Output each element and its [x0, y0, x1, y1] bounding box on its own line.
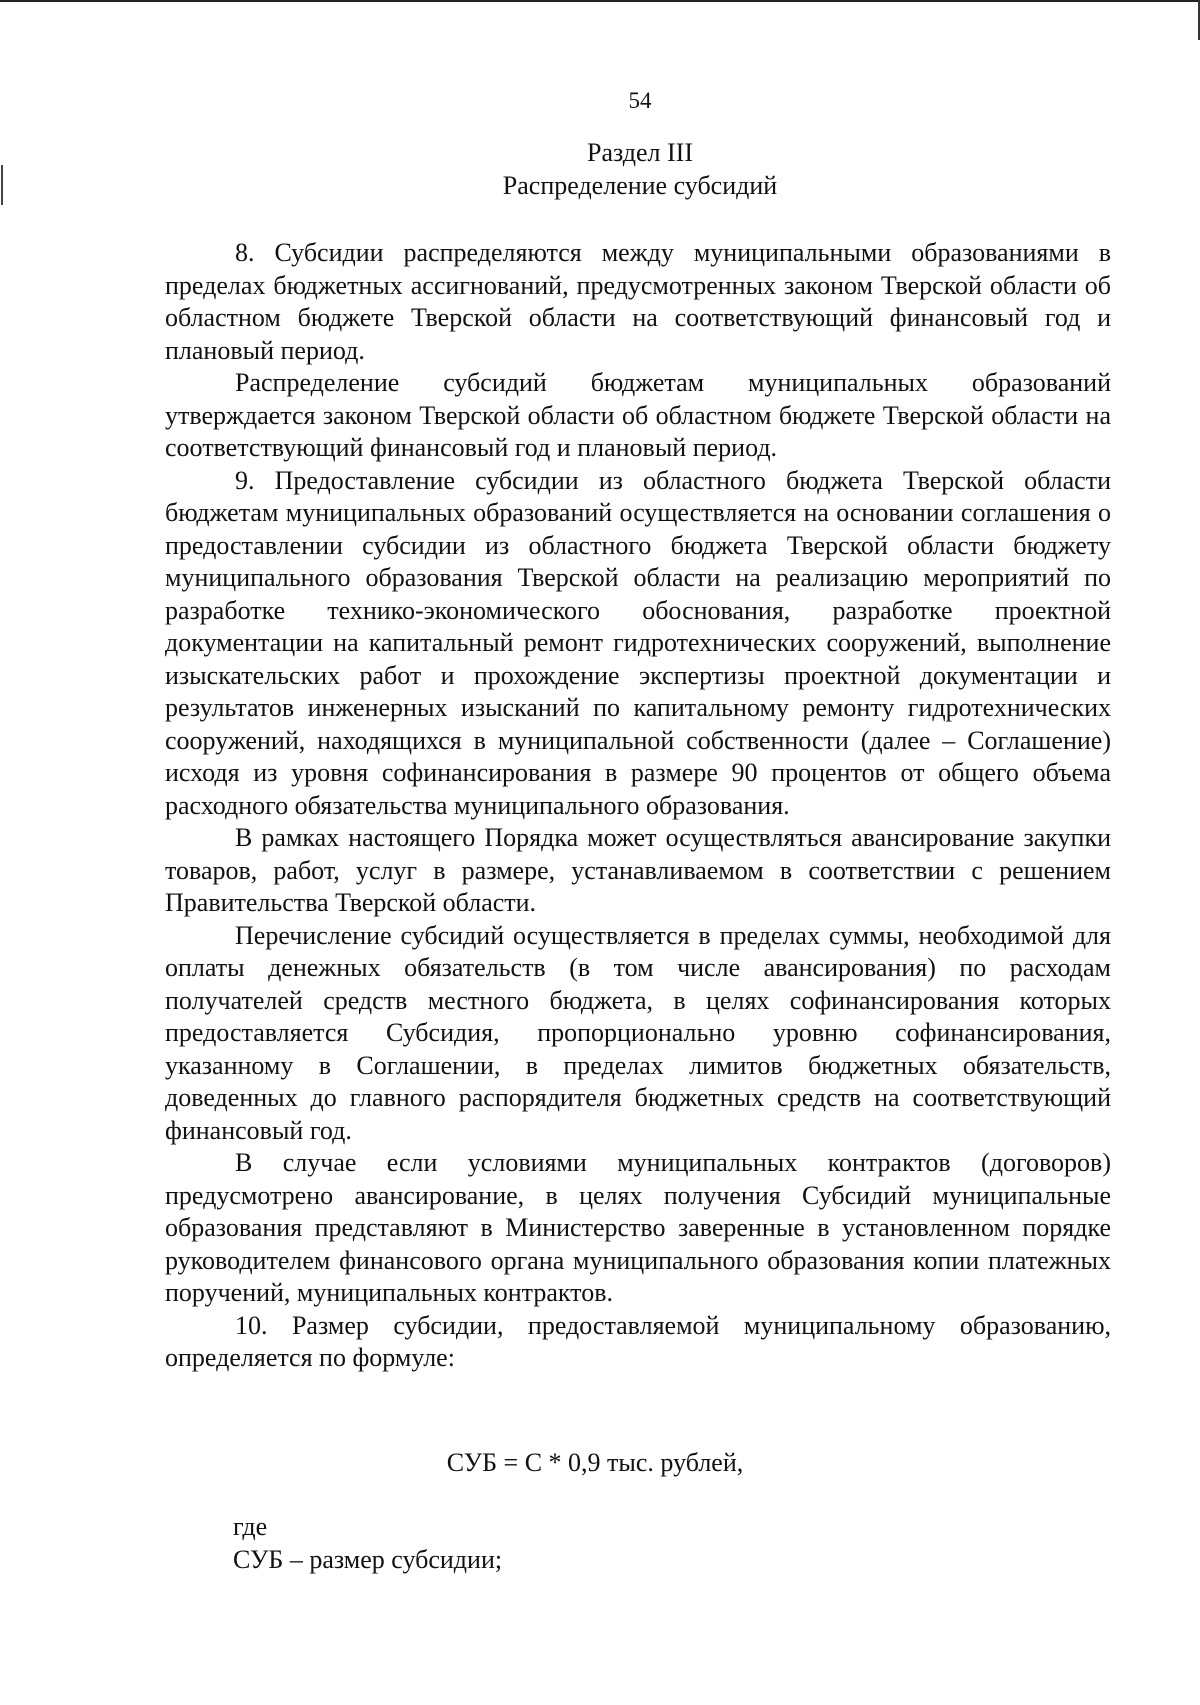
paragraph-contracts: В случае если условиями муниципальных контрактов (договоров) предусмотрено авансирование, в целях получения Субсидий муниципальные образования представляют в Министерство заверенные в установленном порядке руководителем финансового органа муниципального образования копии платежных поручений, муниципальных контрактов. — [165, 1148, 1111, 1307]
page-number: 54 — [628, 88, 652, 113]
paragraph-transfer: Перечисление субсидий осуществляется в пределах суммы, необходимой для оплаты денежных обязательств (в том числе авансирования) по расходам получателей средств местного бюджета, в целях софинансирования которых предоставляется Субсидия, пропорционально уровню софинансирования, указанному в Соглашении, в пределах лимитов бюджетных обязательств, доведенных до главного распорядителя бюджетных средств на соответствующий финансовый год. — [165, 920, 1111, 1145]
paragraph-9: 9. Предоставление субсидии из областного бюджета Тверской области бюджетам муниципальных образований осуществляется на основании соглашения о предоставлении субсидии из областного бюджета Тверской области бюджету муниципального образования Тверской области на реализацию мероприятий по разработке технико-экономического обоснования, разработке проектной документации на капитальный ремонт гидротехнических сооружений, выполнение изыскательских работ и прохождение экспертизы проектной документации и результатов инженерных изысканий по капитальному ремонту гидротехнических сооружений, находящихся в муниципальной собственности (далее – Соглашение) исходя из уровня софинансирования в размере 90 процентов от общего объема расходного обязательства муниципального образования. — [165, 465, 1111, 820]
paragraph-8: 8. Субсидии распределяются между муниципальными образованиями в пределах бюджетных ассигнований, предусмотренных законом Тверской области об областном бюджете Тверской области на соответствующий финансовый год и плановый период. — [165, 238, 1111, 365]
where-label: где — [233, 1512, 268, 1541]
paragraph-advance: В рамках настоящего Порядка может осуществляться авансирование закупки товаров, работ, услуг в размере, устанавливаемом в соответствии с решением Правительства Тверской области. — [165, 823, 1111, 917]
subsidy-formula: СУБ = С * 0,9 тыс. рублей, — [446, 1448, 744, 1477]
body-text-part-1 — [165, 237, 1111, 1375]
section-subtitle: Распределение субсидий — [502, 171, 778, 200]
scan-border-top — [0, 0, 1200, 2]
paragraph-distribution: Распределение субсидий бюджетам муниципальных образований утверждается законом Тверской области об областном бюджете Тверской области на соответствующий финансовый год и плановый период. — [165, 368, 1111, 462]
paragraph-10: 10. Размер субсидии, предоставляемой муниципальному образованию, определяется по формуле: — [165, 1310, 1111, 1372]
where-definition: СУБ – размер субсидии; — [233, 1545, 503, 1574]
section-heading — [0, 136, 1200, 202]
section-title: Раздел III — [586, 138, 694, 167]
